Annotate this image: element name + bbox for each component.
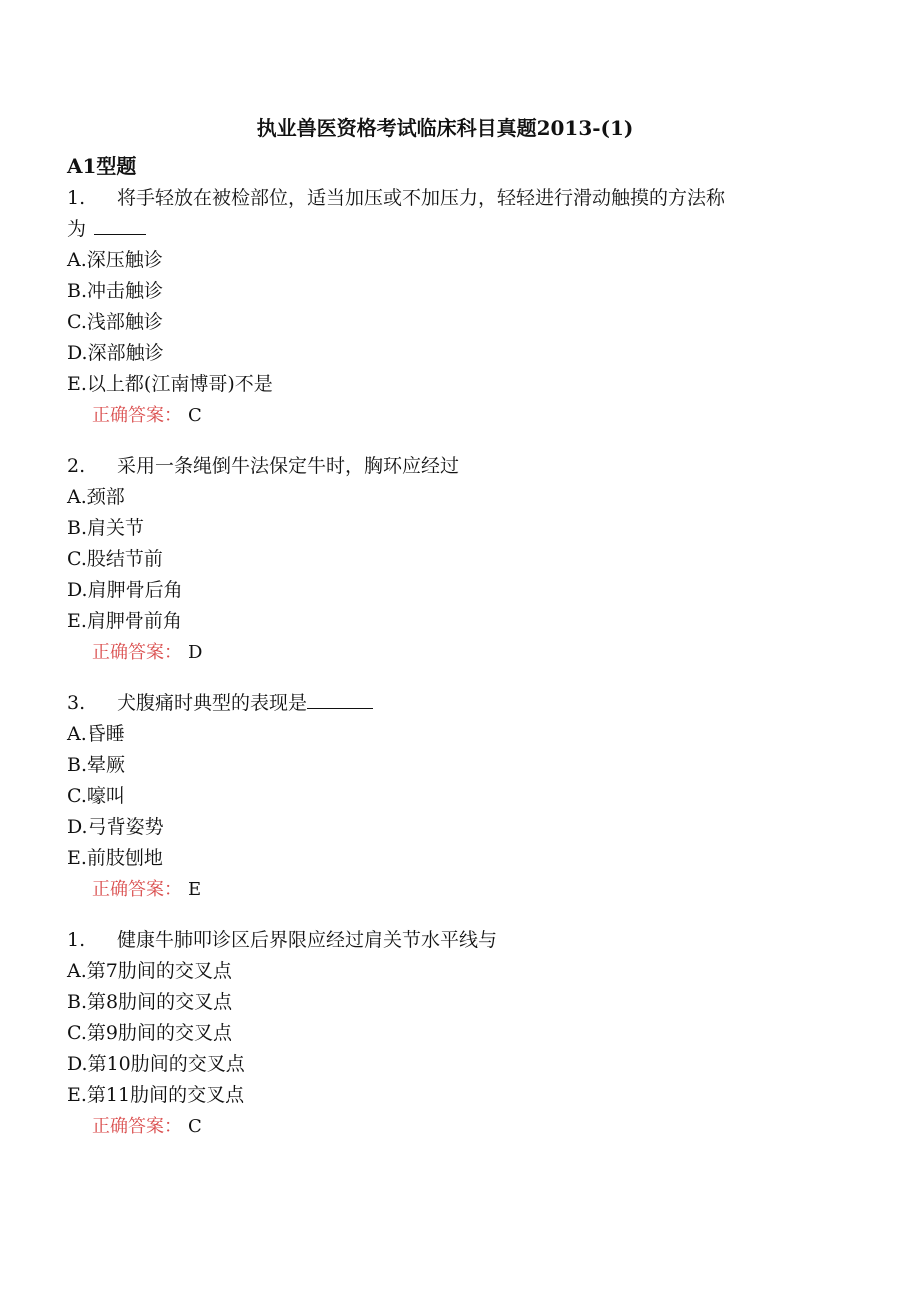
question-1 [67, 183, 827, 431]
question-4 [67, 925, 827, 1142]
question-text: 健康牛肺叩诊区后界限应经过肩关节水平线与 [117, 929, 498, 951]
question-text: 将手轻放在被检部位，适当加压或不加压力，轻轻进行滑动触摸的方法称 [117, 187, 726, 209]
option-a: A.深压触诊 [67, 249, 163, 271]
answer-label: 正确答案： [92, 405, 182, 426]
answer-label: 正确答案： [92, 642, 182, 663]
question-number: 1. [67, 187, 86, 209]
option-a: A.第7肋间的交叉点 [67, 960, 232, 982]
question-stem [67, 183, 827, 245]
option-c: C.股结节前 [67, 548, 163, 570]
answer-label: 正确答案： [92, 879, 182, 900]
option-b: B.晕厥 [67, 754, 126, 776]
option-a: A.颈部 [67, 486, 125, 508]
option-b: B.肩关节 [67, 517, 145, 539]
question-text-body: 犬腹痛时典型的表现是 [117, 692, 308, 714]
question-number: 3. [67, 692, 86, 714]
option-c: C.浅部触诊 [67, 311, 163, 333]
question-number: 2. [67, 455, 86, 477]
document-title: 执业兽医资格考试临床科目真题2013-(1) [256, 116, 634, 140]
correct-answer [67, 874, 827, 905]
answer-value: E [188, 879, 202, 900]
option-a: A.昏睡 [67, 723, 125, 745]
option-e: E.肩胛骨前角 [67, 610, 182, 632]
option-e: E.前肢刨地 [67, 847, 163, 869]
question-text-continued: 为 [67, 218, 87, 240]
question-list [67, 183, 827, 1162]
question-stem [67, 688, 827, 719]
answer-value: D [188, 642, 203, 663]
option-e: E.以上都(江南博哥)不是 [67, 373, 273, 395]
question-2 [67, 451, 827, 668]
answer-value: C [188, 1116, 202, 1137]
question-text [117, 688, 827, 719]
question-number: 1. [67, 929, 86, 951]
question-3 [67, 688, 827, 905]
question-stem [67, 925, 827, 956]
option-c: C.嚎叫 [67, 785, 125, 807]
answer-blank [307, 690, 373, 709]
answer-label: 正确答案： [92, 1116, 182, 1137]
section-title: A1型题 [67, 154, 137, 178]
correct-answer [67, 400, 827, 431]
option-b: B.冲击触诊 [67, 280, 164, 302]
option-c: C.第9肋间的交叉点 [67, 1022, 232, 1044]
option-d: D.深部触诊 [67, 342, 164, 364]
option-d: D.弓背姿势 [67, 816, 164, 838]
question-text: 采用一条绳倒牛法保定牛时，胸环应经过 [117, 455, 460, 477]
answer-blank [94, 216, 146, 235]
option-d: D.肩胛骨后角 [67, 579, 183, 601]
option-e: E.第11肋间的交叉点 [67, 1084, 245, 1106]
answer-value: C [188, 405, 202, 426]
correct-answer [67, 637, 827, 668]
option-d: D.第10肋间的交叉点 [67, 1053, 245, 1075]
option-b: B.第8肋间的交叉点 [67, 991, 233, 1013]
question-stem [67, 451, 827, 482]
correct-answer [67, 1111, 827, 1142]
